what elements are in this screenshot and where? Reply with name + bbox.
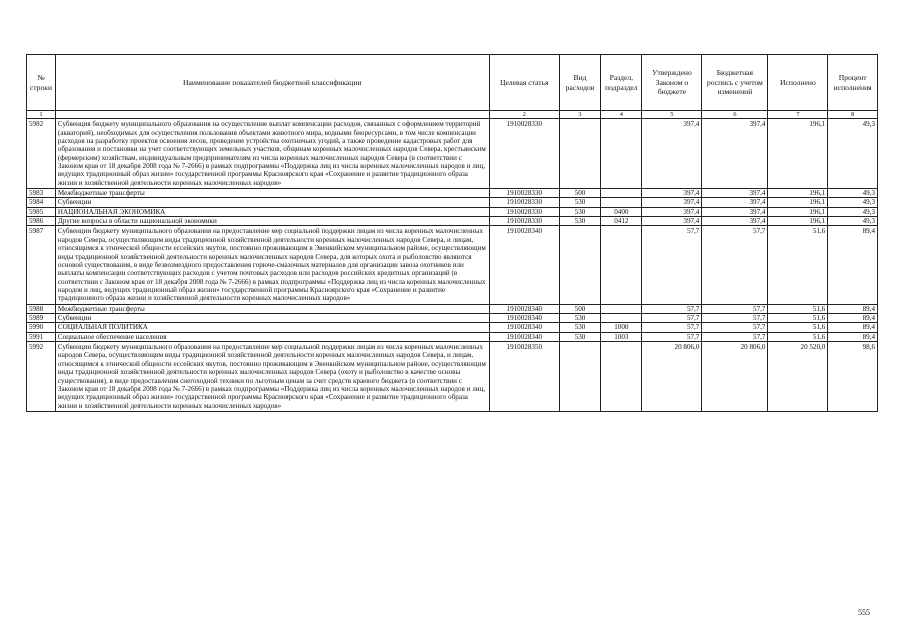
row-percent: 89,4 [828, 226, 878, 304]
row-section: 0412 [601, 217, 642, 226]
row-approved: 57,7 [642, 226, 702, 304]
table-row [27, 119, 878, 189]
row-target: 1910028330 [489, 119, 559, 189]
row-percent: 49,3 [828, 189, 878, 198]
table-row [27, 189, 878, 198]
row-name: СОЦИАЛЬНАЯ ПОЛИТИКА [55, 323, 489, 332]
row-number: 5992 [27, 342, 56, 412]
row-target: 1910028340 [489, 314, 559, 323]
column-number: 7 [768, 111, 828, 119]
row-executed: 51,6 [768, 304, 828, 313]
row-section [601, 198, 642, 207]
row-approved: 397,4 [642, 189, 702, 198]
row-executed: 51,6 [768, 226, 828, 304]
row-approved: 57,7 [642, 323, 702, 332]
row-percent: 49,3 [828, 207, 878, 216]
column-number: 5 [642, 111, 702, 119]
column-number [55, 111, 489, 119]
row-percent: 89,4 [828, 332, 878, 341]
row-expense-type: 500 [559, 189, 600, 198]
row-executed: 196,1 [768, 189, 828, 198]
row-name: Субвенции [55, 314, 489, 323]
row-number: 5982 [27, 119, 56, 189]
row-number: 5987 [27, 226, 56, 304]
table-row [27, 207, 878, 216]
row-section: 1000 [601, 323, 642, 332]
row-expense-type: 530 [559, 207, 600, 216]
column-number: 6 [702, 111, 768, 119]
row-number: 5983 [27, 189, 56, 198]
header-executed: Исполнено [768, 55, 828, 111]
table-row [27, 314, 878, 323]
row-executed: 196,1 [768, 207, 828, 216]
header-approved: Утверждено Законом о бюджете [642, 55, 702, 111]
table-row [27, 226, 878, 304]
row-section [601, 314, 642, 323]
header-row-no: № строки [27, 55, 56, 111]
table-row [27, 198, 878, 207]
table-row [27, 323, 878, 332]
row-section [601, 189, 642, 198]
row-section: 0400 [601, 207, 642, 216]
row-expense-type [559, 119, 600, 189]
row-expense-type: 530 [559, 198, 600, 207]
row-schedule: 57,7 [702, 226, 768, 304]
row-target: 1910028330 [489, 217, 559, 226]
row-name: Субвенции [55, 198, 489, 207]
row-number: 5988 [27, 304, 56, 313]
column-number: 4 [601, 111, 642, 119]
row-expense-type [559, 226, 600, 304]
row-percent: 89,4 [828, 304, 878, 313]
row-target: 1910028340 [489, 304, 559, 313]
row-expense-type: 500 [559, 304, 600, 313]
row-approved: 57,7 [642, 332, 702, 341]
row-name: Межбюджетные трансферты [55, 189, 489, 198]
row-executed: 51,6 [768, 332, 828, 341]
row-expense-type: 530 [559, 217, 600, 226]
row-percent: 89,4 [828, 314, 878, 323]
row-expense-type: 530 [559, 332, 600, 341]
header-target: Целевая статья [489, 55, 559, 111]
column-number-row [27, 111, 878, 119]
row-schedule: 397,4 [702, 198, 768, 207]
row-schedule: 397,4 [702, 189, 768, 198]
row-number: 5986 [27, 217, 56, 226]
row-section [601, 342, 642, 412]
row-number: 5989 [27, 314, 56, 323]
row-percent: 49,3 [828, 119, 878, 189]
row-name: Межбюджетные трансферты [55, 304, 489, 313]
table-row [27, 304, 878, 313]
row-percent: 49,3 [828, 198, 878, 207]
row-name: Другие вопросы в области национальной экономики [55, 217, 489, 226]
row-target: 1910028330 [489, 207, 559, 216]
table-row [27, 332, 878, 341]
row-approved: 397,4 [642, 198, 702, 207]
header-name: Наименование показателей бюджетной классификации [55, 55, 489, 111]
row-schedule: 57,7 [702, 323, 768, 332]
row-name: Субвенции бюджету муниципального образования на предоставление мер социальной поддержки лицам из числа коренных малочисленных народов Севера, осуществляющим виды традиционной хозяйственной деятельности коренных малочисленных народов Севера, и лицам, относящимся к этнической общности ессейских якутов, постоянно проживающим в Эвенкийском муниципальном районе, осуществляющим виды традиционной хозяйственной деятельности коренных малочисленных народов Севера, для которых охота и рыболовство являются основой существования, в виде безвозмездного предоставления горюче-смазочных материалов для организации завоза охотников или выплаты компенсации соответствующих расходов с учетом почтовых расходов или расходов российских кредитных организаций (в соответствии с Законом края от 18 декабря 2008 года № 7-2666) в рамках подпрограммы «Поддержка лиц из числа коренных малочисленных народов и лиц, ведущих традиционный образ жизни» государственной программы Красноярского края «Сохранение и развитие традиционного образа жизни и хозяйственной деятельности коренных малочисленных народов» [55, 226, 489, 304]
row-percent: 98,6 [828, 342, 878, 412]
header-expense-type: Вид расходов [559, 55, 600, 111]
row-target: 1910028330 [489, 189, 559, 198]
table-row [27, 217, 878, 226]
column-number: 1 [27, 111, 56, 119]
row-approved: 57,7 [642, 304, 702, 313]
row-executed: 196,1 [768, 119, 828, 189]
row-executed: 51,6 [768, 323, 828, 332]
row-section: 1003 [601, 332, 642, 341]
row-executed: 51,6 [768, 314, 828, 323]
header-percent: Процент исполнения [828, 55, 878, 111]
row-schedule: 397,4 [702, 207, 768, 216]
row-expense-type [559, 342, 600, 412]
budget-table [26, 54, 878, 412]
header-budget-schedule: Бюджетная роспись с учетом изменений [702, 55, 768, 111]
row-section [601, 304, 642, 313]
row-expense-type: 530 [559, 323, 600, 332]
row-executed: 196,1 [768, 217, 828, 226]
row-schedule: 20 806,0 [702, 342, 768, 412]
column-number: 3 [559, 111, 600, 119]
column-number: 2 [489, 111, 559, 119]
row-percent: 49,3 [828, 217, 878, 226]
row-name: НАЦИОНАЛЬНАЯ ЭКОНОМИКА [55, 207, 489, 216]
row-executed: 20 520,0 [768, 342, 828, 412]
row-target: 1910028350 [489, 342, 559, 412]
row-approved: 57,7 [642, 314, 702, 323]
row-number: 5990 [27, 323, 56, 332]
row-schedule: 57,7 [702, 314, 768, 323]
row-target: 1910028340 [489, 226, 559, 304]
row-schedule: 397,4 [702, 119, 768, 189]
row-target: 1910028340 [489, 323, 559, 332]
row-percent: 89,4 [828, 323, 878, 332]
row-section [601, 119, 642, 189]
header-section: Раздел, подраздел [601, 55, 642, 111]
row-schedule: 57,7 [702, 332, 768, 341]
row-number: 5984 [27, 198, 56, 207]
row-executed: 196,1 [768, 198, 828, 207]
row-number: 5991 [27, 332, 56, 341]
row-schedule: 57,7 [702, 304, 768, 313]
header-row [27, 55, 878, 111]
row-target: 1910028340 [489, 332, 559, 341]
row-name: Субвенция бюджету муниципального образования на осуществление выплат компенсации расходов, связанных с оформлением территорий (акваторий), необходимых для осуществления пользования объектами животного мира, водными биоресурсами, в том числе компенсации расходов на разработку проектов освоения лесов, проведение устройства охотничьих угодий, а также проведение кадастровых работ для образования и постановки на учет соответствующих земельных участков, общинам коренных малочисленных народов Севера, крестьянским (фермерским) хозяйствам, индивидуальным предпринимателям из числа коренных малочисленных народов Севера (в соответствии с Законом края от 18 декабря 2008 года № 7-2666) в рамках подпрограммы «Поддержка лиц из числа коренных малочисленных народов и лиц, ведущих традиционный образ жизни» государственной программы Красноярского края «Сохранение и развитие традиционного образа жизни и хозяйственной деятельности коренных малочисленных народов» [55, 119, 489, 189]
row-number: 5985 [27, 207, 56, 216]
row-name: Субвенции бюджету муниципального образования на предоставление мер социальной поддержки лицам из числа коренных малочисленных народов Севера, осуществляющим виды традиционной хозяйственной деятельности коренных малочисленных народов Севера, и лицам, относящимся к этнической общности ессейских якутов, постоянно проживающим в Эвенкийском муниципальном районе, осуществляющим виды традиционной хозяйственной деятельности коренных малочисленных народов Севера (охоту и рыболовство в качестве основы существования), в виде предоставления снегоходной техники по льготным ценам за счет средств краевого бюджета (в соответствии с Законом края от 18 декабря 2008 года № 7-2666) в рамках подпрограммы «Поддержка лиц из числа коренных малочисленных народов и лиц, ведущих традиционный образ жизни» государственной программы Красноярского края «Сохранение и развитие традиционного образа жизни и хозяйственной деятельности коренных малочисленных народов» [55, 342, 489, 412]
row-approved: 397,4 [642, 217, 702, 226]
row-approved: 20 806,0 [642, 342, 702, 412]
column-number: 8 [828, 111, 878, 119]
row-expense-type: 530 [559, 314, 600, 323]
table-row [27, 342, 878, 412]
row-target: 1910028330 [489, 198, 559, 207]
row-approved: 397,4 [642, 207, 702, 216]
page-number: 555 [858, 608, 870, 617]
row-schedule: 397,4 [702, 217, 768, 226]
row-section [601, 226, 642, 304]
row-name: Социальное обеспечение населения [55, 332, 489, 341]
row-approved: 397,4 [642, 119, 702, 189]
